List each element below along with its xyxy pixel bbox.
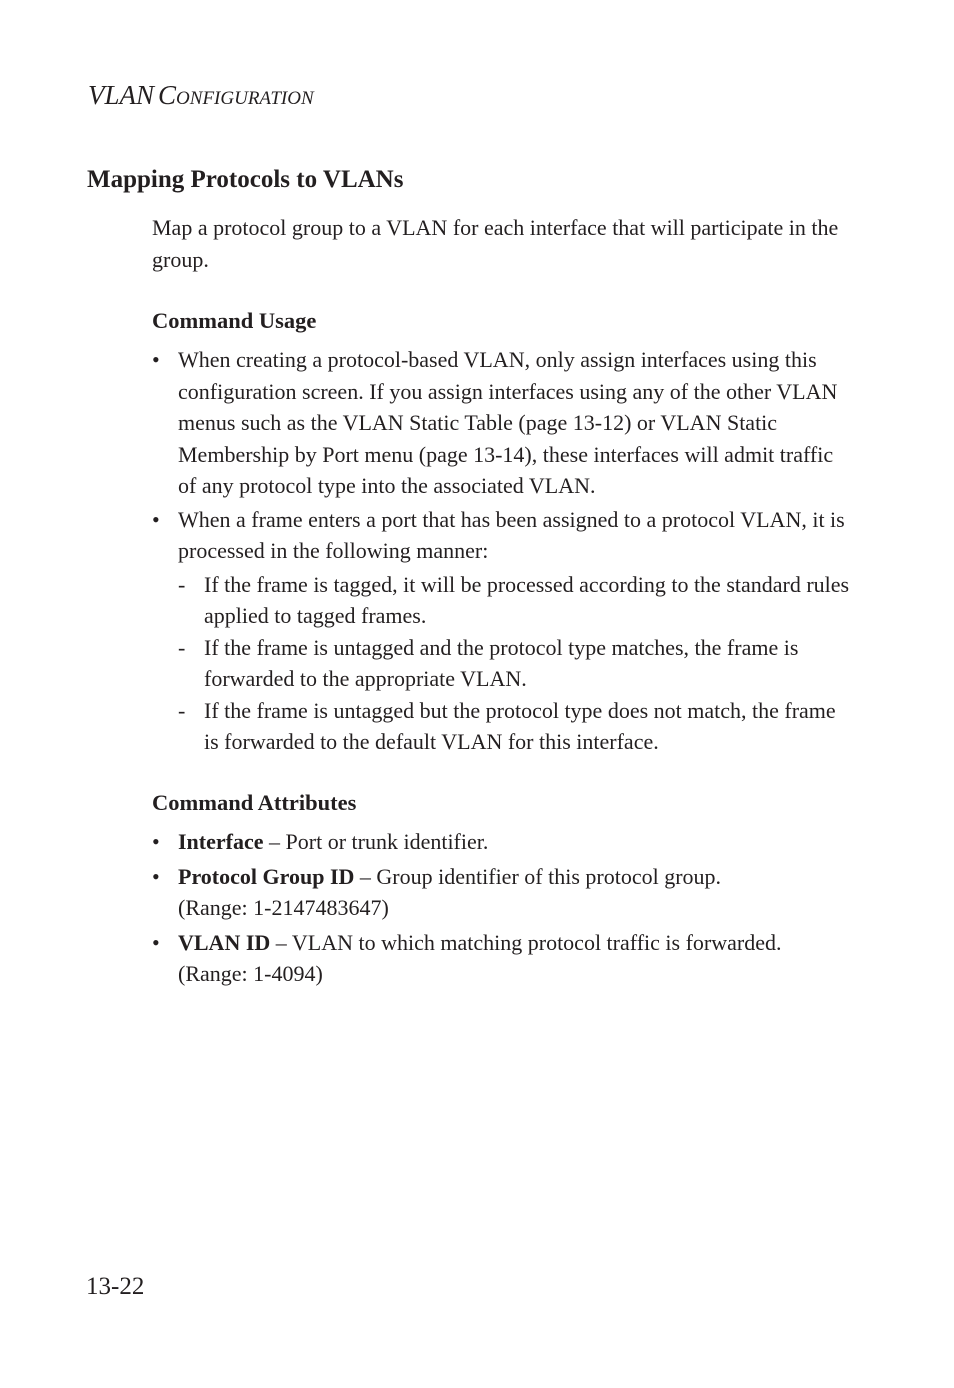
attribute-term: VLAN ID: [178, 929, 271, 955]
running-header-initial-c: C: [158, 80, 177, 110]
usage-sub-item-text: If the frame is untagged and the protocol type matches, the frame is forwarded to the appropriate VLAN.: [204, 634, 799, 691]
bullet-marker: •: [152, 929, 160, 955]
usage-bullet-2: [152, 504, 852, 567]
usage-sub-item-2: [152, 632, 852, 695]
dash-marker: -: [178, 634, 186, 660]
usage-sub-item-text: If the frame is tagged, it will be processed according to the standard rules applied to tagged frames.: [204, 571, 850, 628]
usage-bullet-text: When a frame enters a port that has been assigned to a protocol VLAN, it is processed in the following manner:: [178, 506, 845, 563]
attribute-term: Interface: [178, 829, 264, 854]
attribute-protocol-group-id: [152, 861, 852, 924]
usage-sub-item-1: [152, 569, 852, 632]
bullet-marker: •: [152, 829, 160, 854]
command-usage-list: [152, 344, 852, 758]
attribute-range: (Range: 1-4094): [178, 961, 323, 986]
command-attributes-heading: Command Attributes: [152, 790, 357, 815]
usage-bullet-1: [152, 344, 852, 502]
running-header: [88, 80, 314, 111]
attribute-description: – Port or trunk identifier.: [263, 829, 489, 854]
running-header-rest: ONFIGURATION: [176, 88, 314, 109]
command-attributes-list: [152, 826, 852, 990]
bullet-marker: •: [152, 347, 160, 372]
command-usage-heading: Command Usage: [152, 308, 317, 333]
section-title: Mapping Protocols to VLANs: [87, 166, 404, 193]
attribute-interface: [152, 826, 852, 858]
usage-sub-item-3: [152, 695, 852, 758]
attribute-term: Protocol Group ID: [178, 863, 355, 889]
attribute-description: – VLAN to which matching protocol traffic is forwarded.: [270, 929, 782, 955]
intro-paragraph: Map a protocol group to a VLAN for each interface that will participate in the group.: [152, 215, 839, 272]
attribute-description: – Group identifier of this protocol group.: [354, 863, 722, 889]
dash-marker: -: [178, 571, 186, 597]
running-header-initial-v: V: [88, 80, 105, 110]
dash-marker: -: [178, 697, 186, 723]
usage-sub-item-text: If the frame is untagged but the protocol type does not match, the frame is forwarded to the default VLAN for this interface.: [204, 697, 836, 754]
page-number: 13-22: [86, 1273, 145, 1300]
bullet-marker: •: [152, 863, 160, 889]
usage-bullet-text: When creating a protocol-based VLAN, only assign interfaces using this configuration screen. If you assign interfaces using any of the other VLAN menus such as the VLAN Static Table (page 13-12) or VLAN Static Membership by Port menu (page 13-14), these interfaces will admit traffic of any protocol type into the associated VLAN.: [178, 347, 838, 498]
running-header-lan: LAN: [104, 80, 155, 110]
attribute-vlan-id: [152, 927, 852, 990]
attribute-range: (Range: 1-2147483647): [178, 895, 389, 920]
bullet-marker: •: [152, 506, 160, 532]
